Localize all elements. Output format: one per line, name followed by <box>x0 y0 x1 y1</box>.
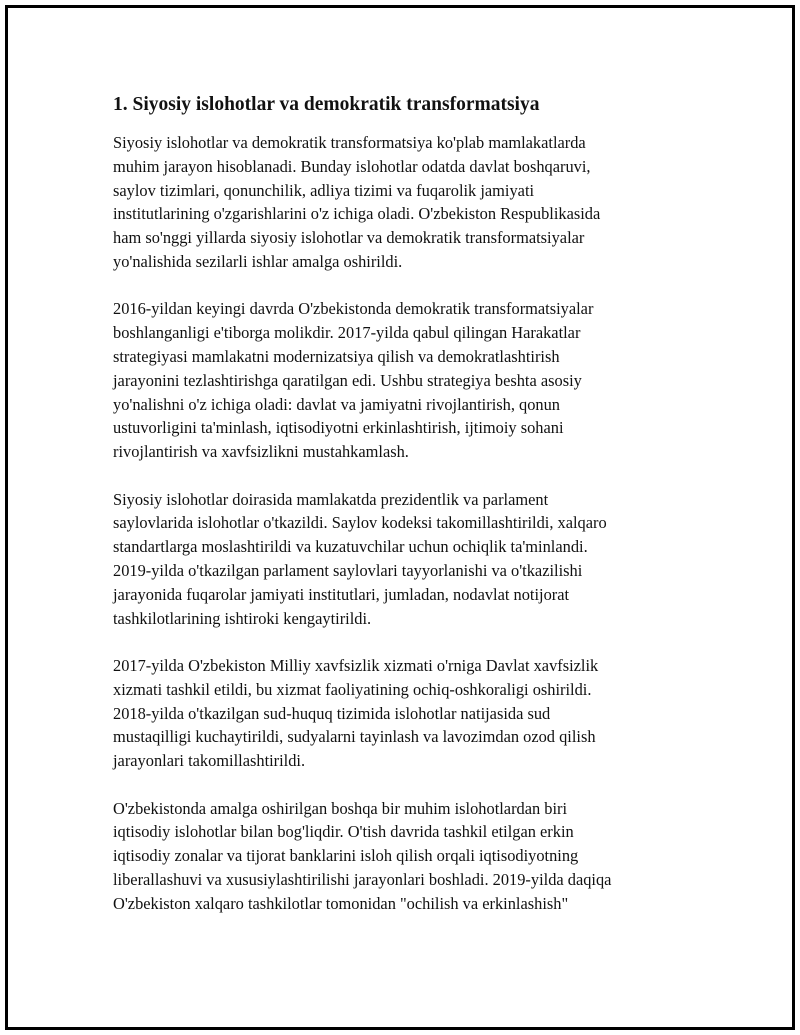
text-line: saylov tizimlari, qonunchilik, adliya tizimi va fuqarolik jamiyati <box>113 180 535 200</box>
text-line: liberallashuvi va xususiylashtirilishi jarayonlari boshladi. 2019-yilda daqiqa <box>113 869 612 889</box>
text-line: O'zbekiston xalqaro tashkilotlar tomonidan "ochilish va erkinlashish" <box>113 893 569 913</box>
text-line: rivojlantirish va xavfsizlikni mustahkamlash. <box>113 442 409 462</box>
section-heading: 1. Siyosiy islohotlar va demokratik transformatsiya <box>113 94 540 115</box>
text-line: Siyosiy islohotlar doirasida mamlakatda prezidentlik va parlament <box>113 489 549 509</box>
text-line: xizmati tashkil etildi, bu xizmat faoliyatining ochiq-oshkoraligi oshirildi. <box>113 679 592 699</box>
text-line: mustaqilligi kuchaytirildi, sudyalarni tayinlash va lavozimdan ozod qilish <box>113 727 596 747</box>
text-line: jarayonini tezlashtirishga qaratilgan edi. Ushbu strategiya beshta asosiy <box>113 370 582 390</box>
text-line: jarayonida fuqarolar jamiyati institutlari, jumladan, nodavlat notijorat <box>113 584 570 604</box>
text-line: 2017-yilda O'zbekiston Milliy xavfsizlik xizmati o'rniga Davlat xavfsizlik <box>113 655 599 675</box>
text-line: ustuvorligini ta'minlash, iqtisodiyotni erkinlashtirish, ijtimoiy sohani <box>113 418 564 438</box>
text-line: tashkilotlarining ishtiroki kengaytirildi. <box>113 608 372 628</box>
text-line: Siyosiy islohotlar va demokratik transformatsiya ko'plab mamlakatlarda <box>113 133 586 152</box>
paragraph-5 <box>113 797 661 916</box>
text-line: standartlarga moslashtirildi va kuzatuvchilar uchun ochiqlik ta'minlandi. <box>113 537 588 557</box>
text-line: 2016-yildan keyingi davrda O'zbekistonda demokratik transformatsiyalar <box>113 299 594 319</box>
text-line: jarayonlari takomillashtirildi. <box>113 751 306 771</box>
text-line: O'zbekistonda amalga oshirilgan boshqa bir muhim islohotlardan biri <box>113 798 568 818</box>
text-line: iqtisodiy zonalar va tijorat banklarini isloh qilish orqali iqtisodiyotning <box>113 846 579 866</box>
paragraph-1 <box>113 131 661 274</box>
paragraph-2 <box>113 297 661 464</box>
document-body <box>113 92 661 939</box>
text-line: 2018-yilda o'tkazilgan sud-huquq tizimida islohotlar natijasida sud <box>113 703 551 723</box>
text-line: muhim jarayon hisoblanadi. Bunday islohotlar odatda davlat boshqaruvi, <box>113 156 591 176</box>
text-line: strategiyasi mamlakatni modernizatsiya qilish va demokratlashtirish <box>113 346 560 366</box>
text-line: ham so'nggi yillarda siyosiy islohotlar va demokratik transformatsiyalar <box>113 228 585 248</box>
text-line: 2019-yilda o'tkazilgan parlament saylovlari tayyorlanishi va o'tkazilishi <box>113 560 583 580</box>
text-line: iqtisodiy islohotlar bilan bog'liqdir. O'tish davrida tashkil etilgan erkin <box>113 822 574 842</box>
text-line: saylovlarida islohotlar o'tkazildi. Saylov kodeksi takomillashtirildi, xalqaro <box>113 513 607 533</box>
text-line: boshlanganligi e'tiborga molikdir. 2017-yilda qabul qilingan Harakatlar <box>113 323 581 343</box>
text-line: yo'nalishida sezilarli ishlar amalga oshirildi. <box>113 251 403 271</box>
paragraph-3 <box>113 488 661 631</box>
text-line: institutlarining o'zgarishlarini o'z ichiga oladi. O'zbekiston Respublikasida <box>113 204 601 224</box>
text-line: yo'nalishni o'z ichiga oladi: davlat va jamiyatni rivojlantirish, qonun <box>113 394 560 414</box>
paragraph-4 <box>113 654 661 773</box>
